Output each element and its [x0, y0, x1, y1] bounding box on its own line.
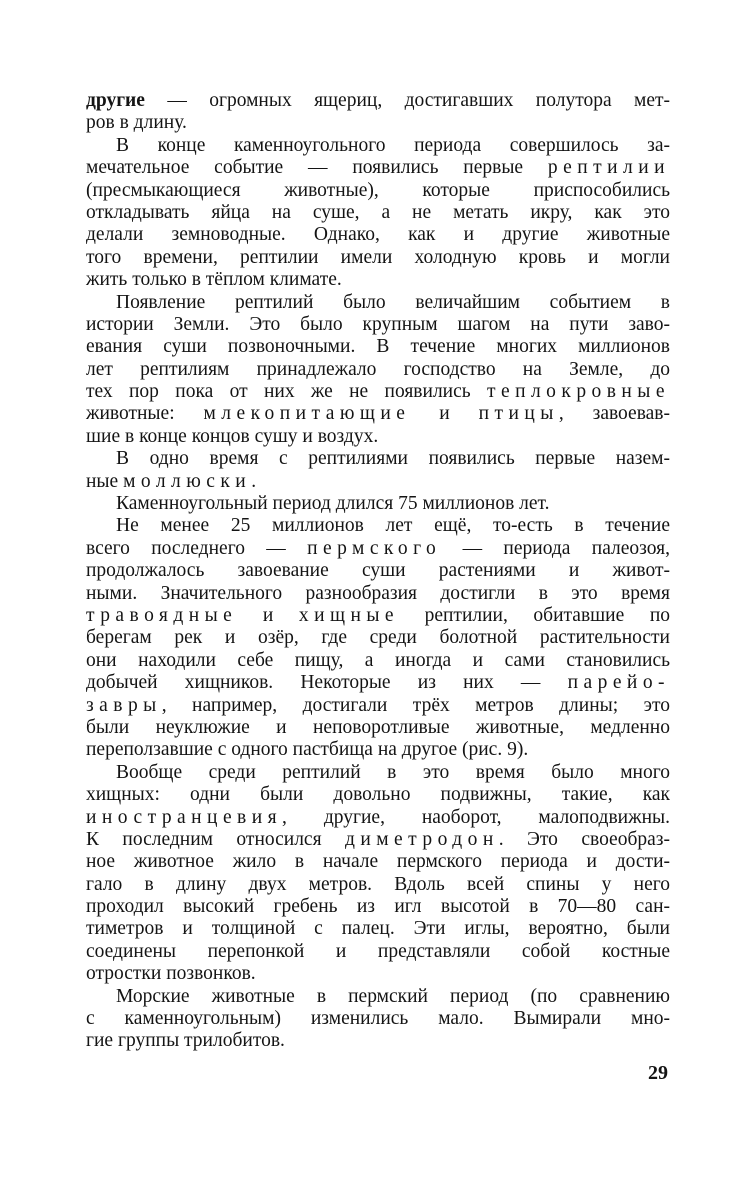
text-run: и: [410, 403, 479, 425]
paragraph: [86, 493, 670, 515]
spaced-term: хищные: [298, 604, 400, 626]
spaced-term: моллюски: [123, 470, 252, 492]
text-run: тех пор пока от них же не появились: [86, 381, 487, 403]
text-line: [86, 874, 670, 896]
text-line: [86, 515, 670, 537]
text-run: К последним относился: [86, 828, 345, 850]
text-run: евания суши позвоночными. В течение многих миллионов: [86, 336, 670, 358]
text-run: В одно время с рептилиями появились первые назем-: [116, 448, 670, 470]
text-line: [86, 381, 670, 403]
text-run: были неуклюжие и неповоротливые животные, медленно: [86, 716, 670, 738]
spaced-term: млекопитающие: [203, 403, 411, 425]
text-run: жить только в тёплом климате.: [86, 269, 342, 291]
paragraph: [86, 515, 670, 761]
text-line: [86, 695, 670, 717]
text-line: [86, 90, 670, 112]
page-number: 29: [648, 1062, 668, 1084]
text-run: истории Земли. Это было крупным шагом на пути заво-: [86, 313, 670, 335]
text-line: [86, 157, 670, 179]
spaced-term: парейо-: [567, 672, 670, 694]
text-run: всего последнего —: [86, 537, 308, 559]
text-line: [86, 292, 670, 314]
text-run: того времени, рептилии имели холодную кровь и могли: [86, 246, 670, 268]
bold-term: другие: [86, 90, 145, 111]
text-line: [86, 829, 670, 851]
spaced-term: пермского: [307, 537, 442, 559]
text-run: и: [237, 604, 299, 626]
text-run: отростки позвонков.: [86, 963, 256, 985]
text-run: ров в длину.: [86, 112, 187, 134]
text-run: шие в конце концов сушу и воздух.: [86, 425, 379, 447]
text-run: животные:: [86, 403, 204, 425]
text-run: берегам рек и озёр, где среди болотной растительности: [86, 627, 670, 649]
text-run: Вообще среди рептилий в это время было много: [116, 761, 670, 783]
text-line: [86, 717, 670, 739]
paragraph: [86, 135, 670, 292]
text-line: [86, 986, 670, 1008]
text-run: с каменноугольным) изменились мало. Вымирали мно-: [86, 1008, 670, 1030]
text-line: [86, 269, 670, 291]
text-run: лет рептилиям принадлежало господство на Земле, до: [86, 358, 670, 380]
text-line: [86, 135, 670, 157]
text-run: откладывать яйца на суше, а не метать икру, как это: [86, 201, 670, 223]
text-line: [86, 359, 670, 381]
text-line: [86, 583, 670, 605]
text-run: — огромных ящериц, достигавших полутора мет-: [144, 90, 670, 111]
text-line: [86, 336, 670, 358]
text-run: переползавшие с одного пастбища на другое (рис. 9).: [86, 739, 529, 761]
page-body: [86, 90, 670, 1053]
text-line: [86, 941, 670, 963]
text-line: [86, 471, 670, 493]
text-line: [86, 762, 670, 784]
text-run: Каменноугольный период длился 75 миллионов лет.: [116, 493, 550, 515]
text-run: ное животное жило в начале пермского периода и дости-: [86, 851, 670, 873]
text-run: ными. Значительного разнообразия достигли в это время: [86, 582, 670, 604]
text-line: [86, 202, 670, 224]
text-line: [86, 314, 670, 336]
text-line: [86, 896, 670, 918]
text-line: [86, 918, 670, 940]
text-run: мечательное событие — появились первые: [86, 157, 548, 179]
text-run: Появление рептилий было величайшим событием в: [116, 291, 670, 313]
text-run: ные: [86, 470, 124, 492]
text-line: [86, 605, 670, 627]
text-run: проходил высокий гребень из игл высотой в 70—80 сан-: [86, 896, 670, 918]
text-run: рептилии, обитавшие по: [399, 604, 671, 626]
text-line: [86, 672, 670, 694]
text-line: [86, 739, 670, 761]
spaced-term: птицы: [478, 403, 559, 425]
text-line: [86, 426, 670, 448]
spaced-term: иностранцевия: [86, 806, 283, 828]
text-run: гало в длину двух метров. Вдоль всей спины у него: [86, 873, 670, 895]
text-run: , завоевав-: [558, 403, 671, 425]
text-run: — периода палеозоя,: [441, 537, 670, 559]
text-line: [86, 1008, 670, 1030]
text-line: [86, 784, 670, 806]
text-run: (пресмыкающиеся животные), которые приспособились: [86, 179, 670, 201]
text-run: .: [251, 470, 257, 492]
spaced-term: завры: [86, 694, 162, 716]
text-run: делали земноводные. Однако, как и другие животные: [86, 224, 670, 246]
text-line: [86, 560, 670, 582]
text-line: [86, 650, 670, 672]
paragraph: [86, 292, 670, 449]
text-run: Морские животные в пермский период (по сравнению: [116, 985, 670, 1007]
text-run: добычей хищников. Некоторые из них —: [86, 672, 568, 694]
text-line: [86, 224, 670, 246]
spaced-term: диметродон: [344, 828, 499, 850]
text-line: [86, 851, 670, 873]
text-run: соединены перепонкой и представляли собой костные: [86, 940, 670, 962]
text-line: [86, 807, 670, 829]
text-line: [86, 538, 670, 560]
text-line: [86, 448, 670, 470]
spaced-term: рептилии: [547, 157, 670, 179]
text-line: [86, 627, 670, 649]
text-line: [86, 493, 670, 515]
text-line: [86, 1030, 670, 1052]
text-line: [86, 112, 670, 134]
text-line: [86, 963, 670, 985]
text-run: тиметров и толщиной с палец. Эти иглы, вероятно, были: [86, 918, 670, 940]
text-run: Не менее 25 миллионов лет ещё, то-есть в течение: [116, 515, 670, 537]
text-run: хищных: одни были довольно подвижны, такие, как: [86, 784, 670, 806]
text-line: [86, 403, 670, 425]
text-run: , например, достигали трёх метров длины; это: [161, 694, 670, 716]
text-run: , другие, наоборот, малоподвижны.: [282, 806, 670, 828]
text-line: [86, 180, 670, 202]
paragraph: [86, 986, 670, 1053]
paragraph: [86, 762, 670, 986]
text-run: гие группы трилобитов.: [86, 1030, 285, 1052]
text-run: продолжалось завоевание суши растениями и живот-: [86, 560, 670, 582]
text-run: они находили себе пищу, а иногда и сами становились: [86, 649, 670, 671]
paragraph: [86, 448, 670, 493]
text-run: В конце каменноугольного периода совершилось за-: [116, 134, 670, 156]
spaced-term: травоядные: [86, 604, 238, 626]
paragraph: [86, 90, 670, 135]
text-line: [86, 247, 670, 269]
text-run: . Это своеобраз-: [498, 828, 670, 850]
spaced-term: теплокровные: [487, 381, 670, 403]
